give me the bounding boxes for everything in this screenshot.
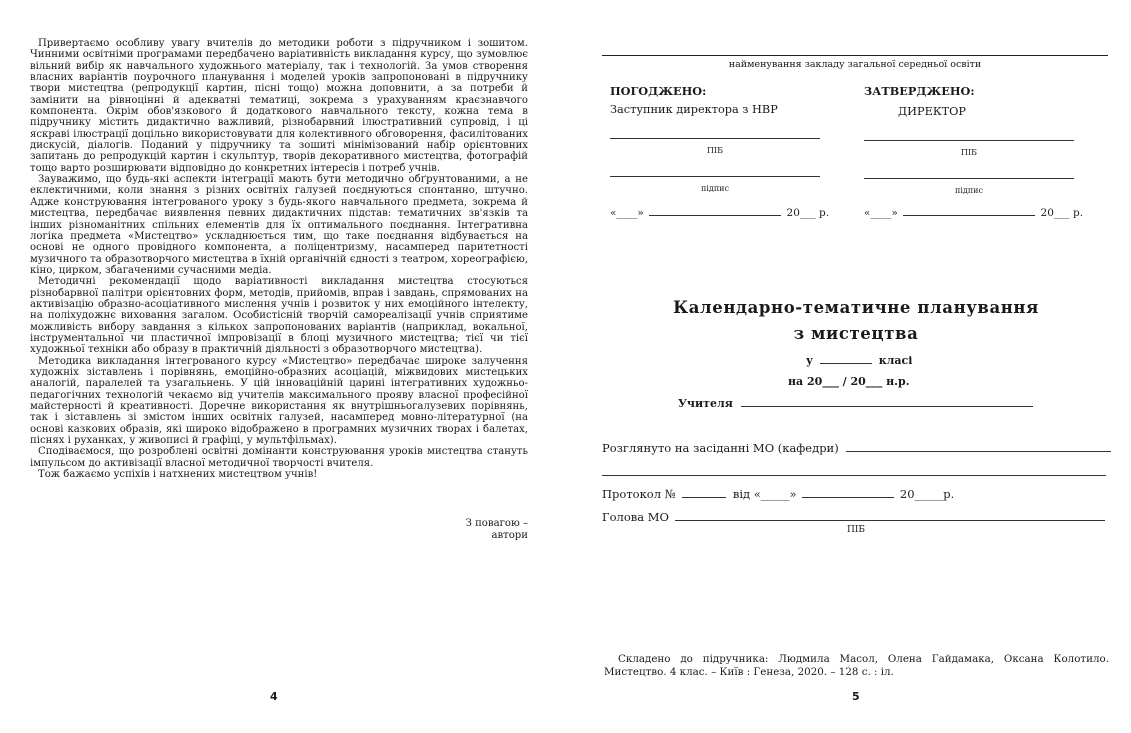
date-year: 20___ р. <box>786 207 830 219</box>
date-line[interactable] <box>903 215 1035 216</box>
protocol-date-line[interactable] <box>802 497 894 498</box>
head-label: Голова МО <box>602 510 669 524</box>
name-line[interactable] <box>610 138 820 139</box>
right-page <box>566 0 1131 733</box>
paragraph: Привертаємо особливу увагу вчителів до методики роботи з підручником і зошитом. Чинними освітніми програмами передбачено варіативність викладання курсу, що зумовлює вільний вибір як навчального художнього матеріалу, так і технологій. За умов створення власних варіантів поурочного планування і моделей уроків запропоновані в підручнику твори мистецтва (репродукції картин, пісні тощо) можна доповнити, а за потреби й замінити на рівноцінні й адекватні тематиці, зокрема з урахуванням краєзнавчого компонента. Окрім обов'язкового й додаткового навчального тексту, кожна тема в підручнику містить дидактично важливий, різнобарвний ілюстративний супровід, і ці яскраві ілюстрації доцільно використовувати для колективного обговорення, фасилітованих дискусій, діалогів. Поданий у підручнику та зошиті мінімізований набір орієнтовних запитань до репродукцій картин і скульптур, творів декоративного мистецтва, фотографій тощо варто розширювати відповідно до конкретних інтересів і потреб учнів. <box>30 38 528 174</box>
document-subtitle: з мистецтва <box>793 324 919 343</box>
reviewed-second-line[interactable] <box>602 475 1106 476</box>
reviewed-input-line[interactable] <box>846 451 1111 452</box>
paragraph: Методика викладання інтегрованого курсу «Мистецтво» передбачає широке залучення художніх зіставлень і порівнянь, емоційно-образних асоціацій, міжвидових мистецьких аналогій, паралелей та узагальнень. У цій інноваційній царині інтегративних художньо-педагогічних технологій чекаємо від учителів максимального прояву власної професійної майстерності й креативності. Доречне використання як внутрішньогалузевих порівнянь, так і зіставлень зі змістом інших освітніх галузей, насамперед мовно-літературної (на основі казкових образів, які широко відображено в програмних музичних творах і балетах, піснях і руханках, у живописі й графіці, у мультфільмах). <box>30 355 528 447</box>
name-caption: ПІБ <box>706 146 723 155</box>
approved-right-heading: ЗАТВЕРДЖЕНО: <box>864 84 975 98</box>
paragraph: Сподіваємося, що розроблені освітні домінанти конструювання уроків мистецтва стануть імпульсом до активізації власної методичної творчості вчителя. <box>30 446 528 469</box>
signature-authors: автори <box>491 529 528 541</box>
protocol-date-open: «_____» <box>753 487 797 501</box>
date-open: «____» <box>864 207 898 219</box>
date-line[interactable] <box>649 215 781 216</box>
paragraph: Зауважимо, що будь-які аспекти інтеграції мають бути методично обґрунтованими, а не еклектичними, коли знання з різних освітніх галузей поєднуються спонтанно, штучно. Адже конструювання інтегрованого уроку з будь-якого навчального предмета, зокрема й мистецтва, передбачає виявлення певних дидактичних підстав: тематичних зв'язків та інших різноманітних спільних елементів для їх оптимального поєднання. Інтегративна логіка предмета «Мистецтво» ускладнюється тим, що таке поєднання відбувається на основі не одного провідного компонента, а поліцентризму, насамперед паритетності музичного та образотворчого мистецтва в їхній органічній єдності з театром, хореографією, кіно, цирком, збагаченими сучасними медіа. <box>30 174 528 276</box>
teacher-row <box>678 397 1033 410</box>
institution-line <box>602 55 1108 56</box>
class-prefix: у <box>806 354 814 367</box>
approved-left-role: Заступник директора з НВР <box>610 103 778 116</box>
date-open: «____» <box>610 207 644 219</box>
approved-left-date <box>610 207 829 219</box>
head-input-line[interactable] <box>675 520 1105 521</box>
footnote: Складено до підручника: Людмила Масол, Олена Гайдамака, Оксана Колотило. Мистецтво. 4 клас. – Київ : Генеза, 2020. – 128 с. : іл. <box>604 653 1109 678</box>
document-title: Календарно-тематичне планування <box>673 298 1039 317</box>
approved-right-role: ДИРЕКТОР <box>898 105 967 118</box>
teacher-input-line[interactable] <box>741 406 1033 407</box>
school-year: на 20___ / 20___ н.р. <box>788 375 910 388</box>
approved-left-heading: ПОГОДЖЕНО: <box>610 84 707 98</box>
head-row <box>602 510 1105 524</box>
reviewed-row <box>602 441 1111 455</box>
paragraph: Тож бажаємо успіхів і натхнених мистецтвом учнів! <box>38 469 318 481</box>
paragraph: Методичні рекомендації щодо варіативності викладання мистецтва стосуються різнобарвної палітри орієнтовних форм, методів, прийомів, вправ і завдань, спрямованих на активізацію образно-асоціативного мислення учнів і розвиток у них емоційного інтелекту, на поліхудожнє виховання загалом. Особистісній творчій самореалізації учнів сприятиме можливість вибору завдання з кількох запропонованих варіантів (наприклад, вокальної, інструментальної чи пластичної імпровізації в блоці музичного мистецтва; тієї чи тієї художньої техніки або образу в практичній діяльності з образотворчого мистецтва). <box>30 276 528 356</box>
page-number-left: 4 <box>270 690 278 703</box>
signature-block <box>466 518 528 541</box>
signature-caption: підпис <box>701 184 729 193</box>
approved-right-date <box>864 207 1083 219</box>
teacher-label: Учителя <box>678 397 733 410</box>
signature-line[interactable] <box>610 176 820 177</box>
protocol-label: Протокол № <box>602 487 676 501</box>
signature-line: З повагою – <box>465 518 528 529</box>
protocol-year: 20_____р. <box>899 487 955 501</box>
protocol-from: від <box>732 487 751 501</box>
protocol-row <box>602 487 954 501</box>
signature-line[interactable] <box>864 178 1074 179</box>
signature-caption: підпис <box>955 186 983 195</box>
head-caption: ПІБ <box>846 525 866 535</box>
class-suffix: класі <box>878 354 913 367</box>
left-page <box>0 0 565 733</box>
class-line <box>806 354 912 367</box>
page-number-right: 5 <box>852 690 860 703</box>
name-line[interactable] <box>864 140 1074 141</box>
date-year: 20___ р. <box>1040 207 1084 219</box>
reviewed-label: Розглянуто на засіданні МО (кафедри) <box>602 441 839 455</box>
protocol-number-line[interactable] <box>682 497 726 498</box>
preface-text <box>30 38 528 480</box>
institution-caption: найменування закладу загальної середньої освіти <box>728 59 982 70</box>
class-input-line[interactable] <box>820 363 872 364</box>
name-caption: ПІБ <box>960 148 977 157</box>
